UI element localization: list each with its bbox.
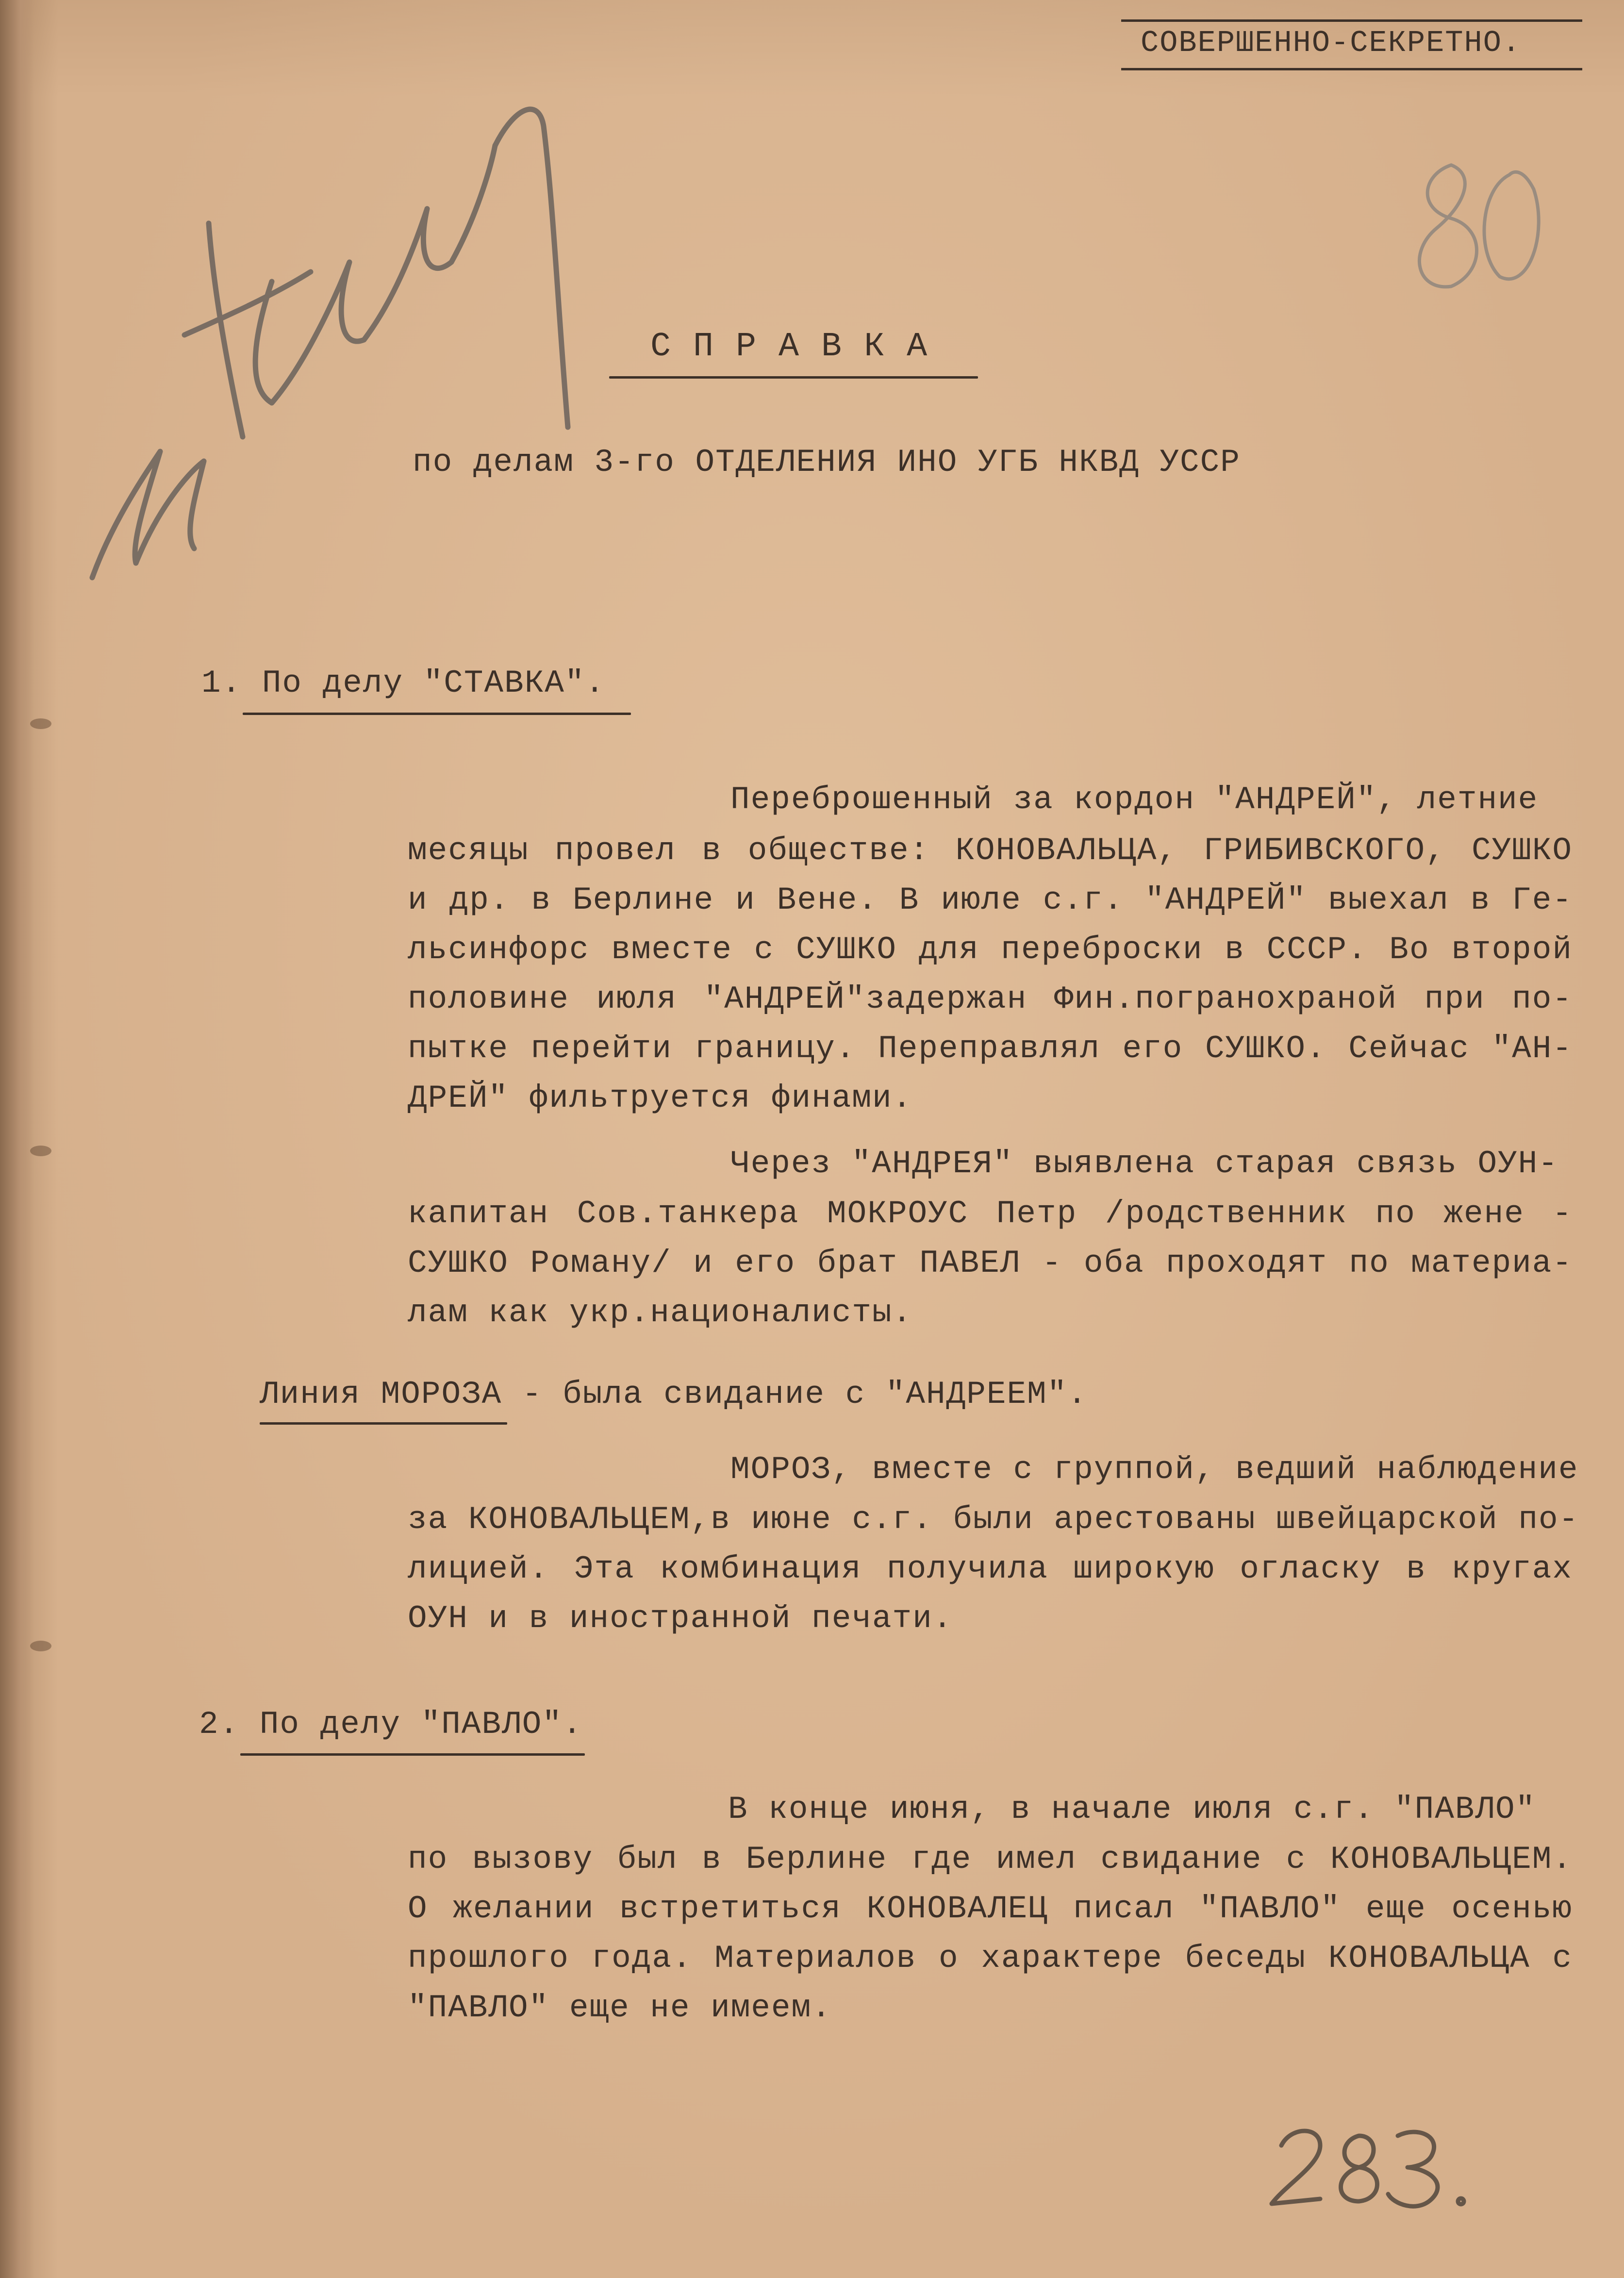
sheet-number-80	[1419, 165, 1539, 287]
document-subtitle: по делам 3-го ОТДЕЛЕНИЯ ИНО УГБ НКВД УССР	[413, 444, 1241, 481]
subsection-underline	[260, 1422, 507, 1425]
text-line: месяцы провел в обществе: КОНОВАЛЬЦА, ГРИБИВСКОГО, СУШКО	[408, 832, 1573, 869]
text-line: прошлого года. Материалов о характере беседы КОНОВАЛЬЦА с	[408, 1940, 1573, 1977]
text-line: и др. в Берлине и Вене. В июле с.г. "АНДРЕЙ" выехал в Ге-	[408, 882, 1573, 918]
section-1-heading: 1. По делу "СТАВКА".	[201, 665, 606, 701]
text-line: льсинфорс вместе с СУШКО для переброски в СССР. Во второй	[408, 931, 1573, 968]
subsection-heading	[260, 1376, 1088, 1413]
page-number-283	[1272, 2131, 1464, 2206]
document-title: С П Р А В К А	[650, 328, 928, 366]
subsection-label-rest: - была свидание с "АНДРЕЕМ".	[502, 1376, 1088, 1413]
section-1-underline	[243, 713, 631, 715]
text-line: МОРОЗ, вместе с группой, ведший наблюдение	[730, 1451, 1579, 1488]
subsection-label: Линия МОРОЗА	[260, 1376, 502, 1413]
section-2-heading: 2. По делу "ПАВЛО".	[199, 1706, 583, 1743]
text-line: половине июля "АНДРЕЙ"задержан Фин.погранохраной при по-	[408, 981, 1573, 1017]
text-line: О желании встретиться КОНОВАЛЕЦ писал "ПАВЛО" еще осенью	[408, 1891, 1573, 1927]
title-underline	[609, 376, 978, 379]
text-line: ДРЕЙ" фильтруется финами.	[408, 1080, 913, 1116]
text-line: за КОНОВАЛЬЦЕМ,в июне с.г. были арестованы швейцарской по-	[408, 1501, 1579, 1538]
text-line: Переброшенный за кордон "АНДРЕЙ", летние	[730, 782, 1539, 818]
text-line: В конце июня, в начале июля с.г. "ПАВЛО"	[728, 1791, 1536, 1828]
text-line: лам как укр.националисты.	[408, 1295, 913, 1331]
text-line: СУШКО Роману/ и его брат ПАВЕЛ - оба проходят по материа-	[408, 1245, 1573, 1281]
classification-label: СОВЕРШЕННО-СЕКРЕТНО.	[1141, 26, 1522, 60]
text-line: пытке перейти границу. Переправлял его СУШКО. Сейчас "АН-	[408, 1031, 1573, 1067]
pencil-resolution-signature	[92, 109, 568, 578]
section-2-underline	[240, 1753, 585, 1756]
text-line: капитан Сов.танкера МОКРОУС Петр /родственник по жене -	[408, 1196, 1573, 1232]
text-line: Через "АНДРЕЯ" выявлена старая связь ОУН-	[730, 1146, 1558, 1182]
text-line: по вызову был в Берлине где имел свидание с КОНОВАЛЬЦЕМ.	[408, 1841, 1573, 1878]
text-line: ОУН и в иностранной печати.	[408, 1600, 953, 1637]
text-line: "ПАВЛО" еще не имеем.	[408, 1990, 832, 2026]
text-line: лицией. Эта комбинация получила широкую огласку в кругах	[408, 1551, 1573, 1587]
